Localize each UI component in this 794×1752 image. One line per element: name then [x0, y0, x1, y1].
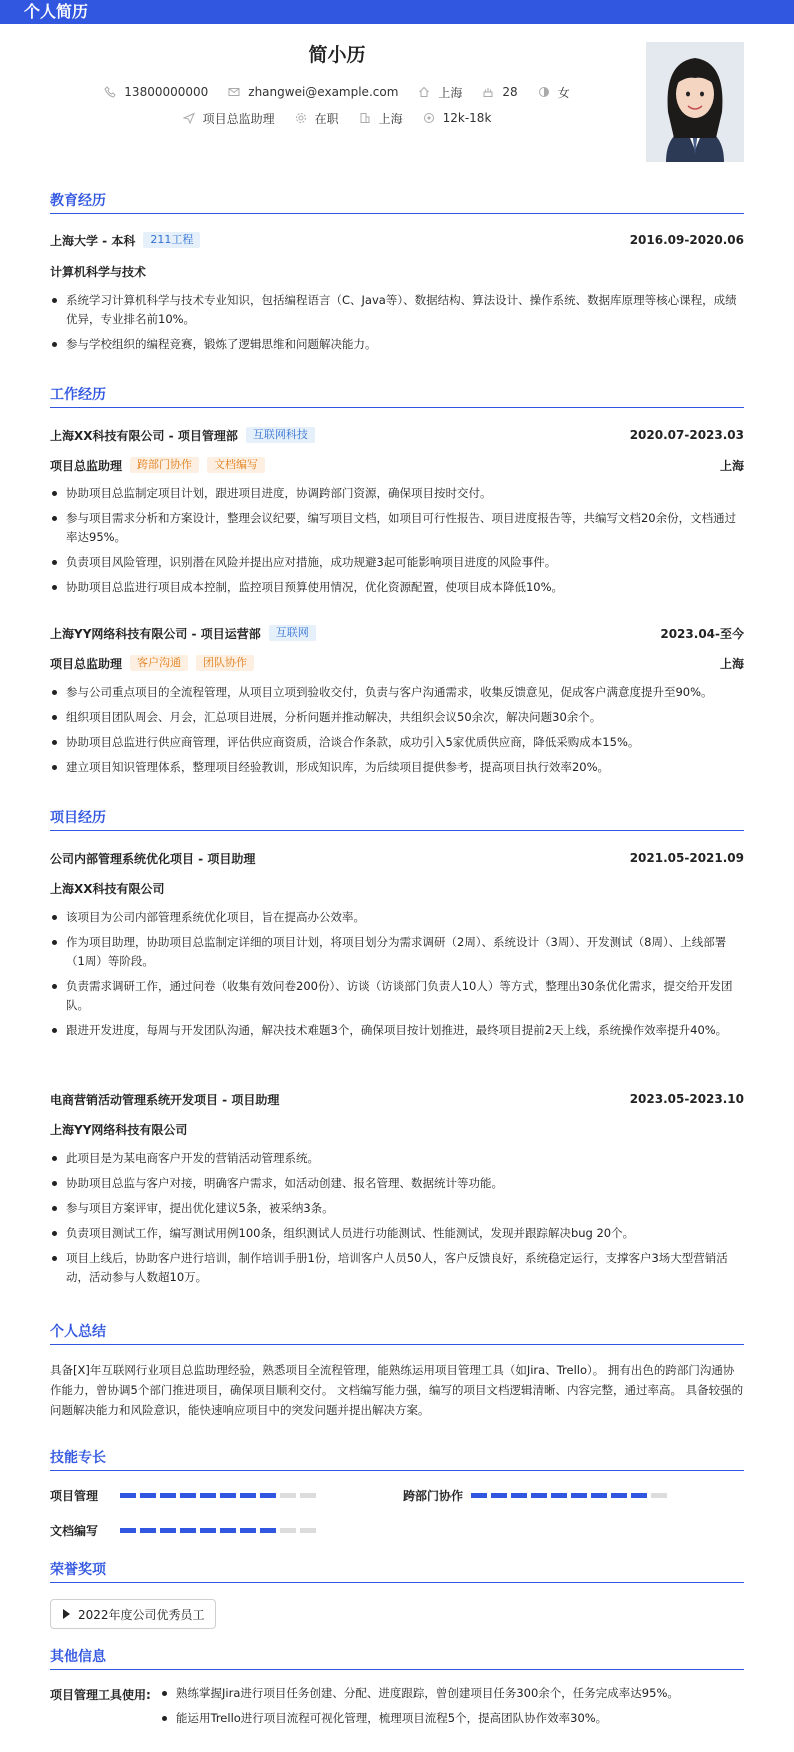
work-0-location: 上海 — [719, 458, 744, 473]
project-1-header — [50, 1090, 744, 1108]
project-0-date: 2021.05-2021.09 — [629, 851, 744, 865]
skill-segment-filled — [180, 1493, 196, 1498]
send-icon — [183, 112, 195, 124]
work-0-company: 上海XX科技有限公司 - 项目管理部 — [50, 428, 238, 443]
section-skills-title: 技能专长 — [50, 1449, 744, 1471]
skill-segment-filled — [260, 1493, 276, 1498]
skill-segment-empty — [300, 1493, 316, 1498]
skill-segment-filled — [240, 1493, 256, 1498]
list-item: 跟进开发进度，每周与开发团队沟通，解决技术难题3个，确保项目按计划推进，最终项目提前2天上线，系统操作效率提升40%。 — [50, 1021, 744, 1040]
list-item: 系统学习计算机科学与技术专业知识，包括编程语言（C、Java等）、数据结构、算法设计、操作系统、数据库原理等核心课程，成绩优异，专业排名前10%。 — [50, 291, 744, 329]
list-item: 负责需求调研工作，通过问卷（收集有效问卷200份）、访谈（访谈部门负责人10人）等方式，整理出30条优化需求，提交给开发团队。 — [50, 977, 744, 1015]
skill-segment-filled — [220, 1528, 236, 1533]
city-item — [418, 84, 462, 101]
work-0-header — [50, 426, 744, 444]
work-0-role: 项目总监助理 — [50, 458, 123, 473]
work-1-role-row — [50, 654, 744, 672]
age-item — [482, 85, 517, 99]
skill-level-bar — [120, 1528, 320, 1533]
education-tag: 211工程 — [143, 232, 200, 248]
education-header — [50, 231, 744, 249]
list-item: 组织项目团队周会、月会，汇总项目进展，分析问题并推动解决，共组织会议50余次，解决问题30余个。 — [50, 708, 744, 727]
status-value: 在职 — [314, 111, 339, 126]
phone-icon — [104, 86, 116, 98]
list-item: 负责项目测试工作，编写测试用例100条，组织测试人员进行功能测试、性能测试，发现并跟踪解决bug 20个。 — [50, 1224, 744, 1243]
work-1-date: 2023.04-至今 — [660, 626, 744, 641]
caret-right-icon — [63, 1609, 70, 1619]
list-item: 建立项目知识管理体系，整理项目经验教训，形成知识库，为后续项目提供参考，提高项目执行效率20%。 — [50, 758, 744, 777]
section-honors-title: 荣誉奖项 — [50, 1561, 744, 1583]
age-value: 28 — [502, 85, 518, 99]
work-1-location: 上海 — [719, 656, 744, 671]
status-item — [295, 110, 339, 127]
work-1-role: 项目总监助理 — [50, 656, 123, 671]
skill-segment-filled — [160, 1493, 176, 1498]
project-0-name: 公司内部管理系统优化项目 - 项目助理 — [50, 851, 256, 866]
section-other-title: 其他信息 — [50, 1648, 744, 1670]
education-school: 上海大学 - 本科 — [50, 233, 136, 248]
work-1-company: 上海YY网络科技有限公司 - 项目运营部 — [50, 626, 261, 641]
mail-icon — [228, 86, 240, 98]
education-major: 计算机科学与技术 — [50, 264, 147, 279]
other-label: 项目管理工具使用: — [50, 1688, 151, 1702]
list-item: 能运用Trello进行项目流程可视化管理，梳理项目流程5个，提高团队协作效率30%。 — [160, 1709, 750, 1728]
list-item: 协助项目总监进行供应商管理，评估供应商资质，洽谈合作条款，成功引入5家优质供应商，降低采购成本15%。 — [50, 733, 744, 752]
header-title: 个人简历 — [24, 2, 89, 21]
skill-segment-filled — [120, 1493, 136, 1498]
phone-item — [104, 85, 208, 99]
skill-segment-filled — [120, 1528, 136, 1533]
skill-name: 项目管理 — [50, 1488, 99, 1503]
skill-segment-filled — [260, 1528, 276, 1533]
skill-item — [403, 1486, 671, 1504]
work-1-bullets — [50, 683, 744, 783]
skill-segment-filled — [240, 1528, 256, 1533]
list-item: 项目上线后，协助客户进行培训，制作培训手册1份，培训客户人员50人，客户反馈良好，系统稳定运行，支撑客户3场大型营销活动，活动参与人数超10万。 — [50, 1249, 744, 1287]
skill-level-bar — [120, 1493, 320, 1498]
skill-segment-filled — [631, 1493, 647, 1498]
gender-item — [538, 84, 570, 101]
skill-segment-filled — [200, 1528, 216, 1533]
project-1-company-row — [50, 1120, 744, 1138]
project-0-header — [50, 849, 744, 867]
skill-segment-filled — [140, 1493, 156, 1498]
list-item: 负责项目风险管理，识别潜在风险并提出应对措施，成功规避3起可能影响项目进度的风险事件。 — [50, 553, 744, 572]
skill-segment-filled — [611, 1493, 627, 1498]
work-1-role-tag: 客户沟通 — [130, 655, 188, 671]
list-item: 参与项目需求分析和方案设计，整理会议纪要，编写项目文档，如项目可行性报告、项目进度报告等，共编写文档20余份，文档通过率达95%。 — [50, 509, 744, 547]
profile-photo — [646, 42, 744, 162]
skill-name: 跨部门协作 — [403, 1488, 464, 1503]
salary-value: 12k-18k — [442, 111, 492, 125]
skill-segment-empty — [651, 1493, 667, 1498]
work-0-role-tag: 文档编写 — [207, 457, 265, 473]
skill-segment-filled — [160, 1528, 176, 1533]
skill-name: 文档编写 — [50, 1523, 99, 1538]
phone-value: 13800000000 — [124, 85, 209, 99]
skill-segment-filled — [220, 1493, 236, 1498]
list-item: 该项目为公司内部管理系统优化项目，旨在提高办公效率。 — [50, 908, 744, 927]
skill-segment-filled — [591, 1493, 607, 1498]
skill-segment-empty — [280, 1493, 296, 1498]
project-0-company-row — [50, 879, 744, 897]
work-0-tag: 互联网科技 — [246, 427, 315, 443]
education-date: 2016.09-2020.06 — [629, 233, 744, 247]
section-summary-title: 个人总结 — [50, 1323, 744, 1345]
list-item: 熟练掌握Jira进行项目任务创建、分配、进度跟踪，曾创建项目任务300余个，任务完成率达95%。 — [160, 1684, 750, 1703]
target-city-value: 上海 — [378, 111, 403, 126]
project-1-bullets — [50, 1149, 744, 1293]
skill-segment-filled — [571, 1493, 587, 1498]
list-item: 协助项目总监与客户对接，明确客户需求，如活动创建、报名管理、数据统计等功能。 — [50, 1174, 744, 1193]
email-item — [228, 85, 398, 99]
education-bullets — [50, 291, 744, 360]
project-0-company: 上海XX科技有限公司 — [50, 881, 165, 896]
work-0-role-row — [50, 456, 744, 474]
skill-segment-filled — [471, 1493, 487, 1498]
work-0-bullets — [50, 484, 744, 603]
gender-icon — [538, 86, 550, 98]
position-value: 项目总监助理 — [202, 111, 275, 126]
building-icon — [359, 112, 371, 124]
skill-segment-empty — [300, 1528, 316, 1533]
skill-segment-filled — [491, 1493, 507, 1498]
list-item: 参与学校组织的编程竞赛，锻炼了逻辑思维和问题解决能力。 — [50, 335, 744, 354]
list-item: 参与公司重点项目的全流程管理，从项目立项到验收交付，负责与客户沟通需求，收集反馈意见，促成客户满意度提升至90%。 — [50, 683, 744, 702]
cake-icon — [482, 86, 494, 98]
skill-item — [50, 1486, 320, 1504]
skill-item — [50, 1521, 320, 1539]
city-value: 上海 — [438, 85, 463, 100]
coin-icon — [423, 112, 435, 124]
skill-segment-filled — [180, 1528, 196, 1533]
summary-text: 具备[X]年互联网行业项目总监助理经验，熟悉项目全流程管理，能熟练运用项目管理工具（如Jira、Trello）。 拥有出色的跨部门沟通协作能力，曾协调5个部门推进项目，确保项目顺利交付。 文档编写能力强，编写的项目文档逻辑清晰、内容完整，通过率高。 具备较强的问题解决能力和风险意识，能快速响应项目中的突发问题并提出解决方案。 — [50, 1363, 744, 1417]
gear-icon — [295, 112, 307, 124]
skill-segment-filled — [200, 1493, 216, 1498]
list-item: 协助项目总监制定项目计划，跟进项目进度，协调跨部门资源，确保项目按时交付。 — [50, 484, 744, 503]
work-0-role-tag: 跨部门协作 — [130, 457, 199, 473]
email-value: zhangwei@example.com — [248, 85, 399, 99]
skill-segment-filled — [531, 1493, 547, 1498]
skill-segment-empty — [280, 1528, 296, 1533]
honor-item[interactable] — [50, 1599, 216, 1629]
list-item: 参与项目方案评审，提出优化建议5条，被采纳3条。 — [50, 1199, 744, 1218]
skill-segment-filled — [551, 1493, 567, 1498]
section-education-title: 教育经历 — [50, 192, 744, 214]
work-0-date: 2020.07-2023.03 — [629, 428, 744, 442]
list-item: 此项目是为某电商客户开发的营销活动管理系统。 — [50, 1149, 744, 1168]
position-item — [183, 110, 275, 127]
project-1-date: 2023.05-2023.10 — [629, 1092, 744, 1106]
honor-text: 2022年度公司优秀员工 — [78, 1607, 205, 1622]
gender-value: 女 — [557, 85, 570, 100]
skill-segment-filled — [511, 1493, 527, 1498]
project-0-bullets — [50, 908, 744, 1046]
skill-segment-filled — [140, 1528, 156, 1533]
project-1-company: 上海YY网络科技有限公司 — [50, 1122, 188, 1137]
list-item: 协助项目总监进行项目成本控制，监控项目预算使用情况，优化资源配置，使项目成本降低10%。 — [50, 578, 744, 597]
other-bullets — [160, 1684, 750, 1734]
work-1-tag: 互联网 — [269, 625, 316, 641]
skill-level-bar — [471, 1493, 671, 1498]
project-1-name: 电商营销活动管理系统开发项目 - 项目助理 — [50, 1092, 280, 1107]
work-1-role-tag: 团队协作 — [196, 655, 254, 671]
home-icon — [418, 86, 430, 98]
education-major-row — [50, 262, 744, 280]
list-item: 作为项目助理，协助项目总监制定详细的项目计划，将项目划分为需求调研（2周）、系统设计（3周）、开发测试（8周）、上线部署（1周）等阶段。 — [50, 933, 744, 971]
target-city-item — [359, 110, 403, 127]
salary-item — [423, 111, 492, 125]
header-bar — [0, 0, 794, 24]
profile-name: 简小历 — [308, 44, 366, 66]
section-work-title: 工作经历 — [50, 386, 744, 408]
section-project-title: 项目经历 — [50, 809, 744, 831]
work-1-header — [50, 624, 744, 642]
